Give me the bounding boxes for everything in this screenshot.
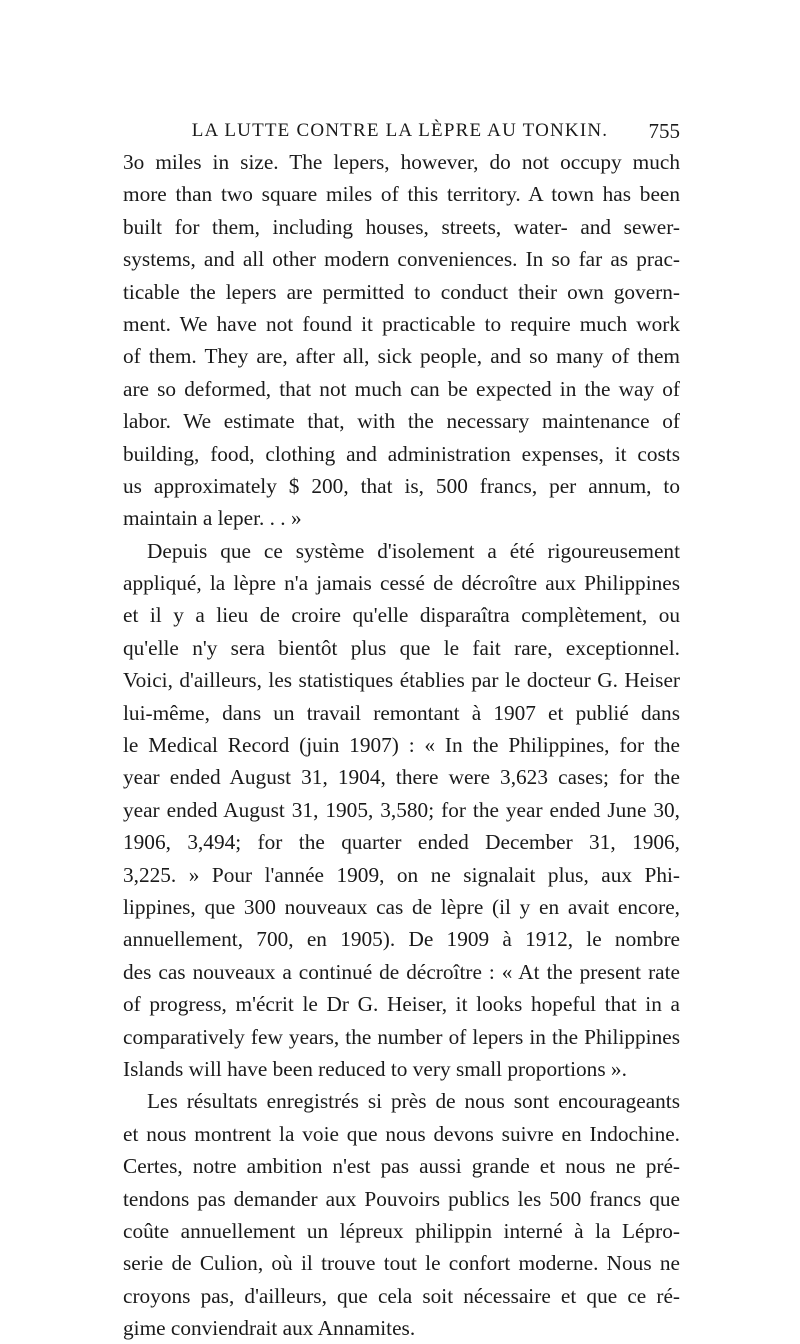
- text-line: lui-même, dans un travail remontant à 1907 et publié dans: [123, 700, 680, 725]
- text-line: annuellement, 700, en 1905). De 1909 à 1912, le nombre: [123, 927, 680, 952]
- text-line: serie de Culion, où il trouve tout le confort moderne. Nous ne: [123, 1251, 680, 1276]
- text-line: Certes, notre ambition n'est pas aussi grande et nous ne pré-: [123, 1154, 680, 1179]
- page-number: 755: [648, 119, 680, 143]
- text-line: year ended August 31, 1905, 3,580; for the year ended June 30,: [123, 797, 680, 822]
- text-line: 1906, 3,494; for the quarter ended December 31, 1906,: [123, 830, 680, 855]
- text-line: et nous montrent la voie que nous devons suivre en Indochine.: [123, 1121, 680, 1146]
- text-line: le Medical Record (juin 1907) : « In the Philippines, for the: [123, 733, 680, 758]
- text-line: maintain a leper. . . »: [123, 506, 302, 531]
- text-line: coûte annuellement un lépreux philippin interné à la Lépro-: [123, 1218, 680, 1243]
- text-line: systems, and all other modern conveniences. In so far as prac-: [123, 247, 680, 272]
- text-line: are so deformed, that not much can be expected in the way of: [123, 376, 680, 401]
- text-line: Islands will have been reduced to very small proportions ».: [123, 1056, 627, 1081]
- text-line: of them. They are, after all, sick people, and so many of them: [123, 344, 680, 369]
- text-line: built for them, including houses, streets, water- and sewer-: [123, 214, 680, 239]
- text-line: lippines, que 300 nouveaux cas de lèpre (il y en avait encore,: [123, 894, 680, 919]
- text-line: des cas nouveaux a continué de décroître : « At the present rate: [123, 959, 680, 984]
- text-line: appliqué, la lèpre n'a jamais cessé de décroître aux Philippines: [123, 571, 680, 596]
- text-line: Depuis que ce système d'isolement a été rigoureusement: [147, 538, 680, 563]
- running-title: LA LUTTE CONTRE LA LÈPRE AU TONKIN.: [191, 120, 609, 141]
- text-line: 3o miles in size. The lepers, however, do not occupy much: [123, 150, 680, 174]
- text-line: us approximately $ 200, that is, 500 francs, per annum, to: [123, 473, 680, 498]
- text-line: ticable the lepers are permitted to conduct their own govern-: [123, 279, 680, 304]
- text-line: et il y a lieu de croire qu'elle disparaîtra complètement, ou: [123, 603, 680, 628]
- text-line: of progress, m'écrit le Dr G. Heiser, it looks hopeful that in a: [123, 992, 680, 1017]
- text-line: ment. We have not found it practicable to require much work: [123, 311, 680, 336]
- body-text: [123, 146, 680, 1344]
- text-line: gime conviendrait aux Annamites.: [123, 1316, 416, 1341]
- text-line: comparatively few years, the number of lepers in the Philippines: [123, 1024, 680, 1049]
- text-line: building, food, clothing and administration expenses, it costs: [123, 441, 680, 466]
- running-head: [120, 116, 680, 146]
- text-line: tendons pas demander aux Pouvoirs publics les 500 francs que: [123, 1186, 680, 1211]
- text-line: 3,225. » Pour l'année 1909, on ne signalait plus, aux Phi-: [123, 862, 680, 887]
- text-line: year ended August 31, 1904, there were 3,623 cases; for the: [123, 765, 680, 790]
- text-line: qu'elle n'y sera bientôt plus que le fait rare, exceptionnel.: [123, 635, 680, 660]
- text-line: more than two square miles of this territory. A town has been: [123, 182, 680, 207]
- text-line: croyons pas, d'ailleurs, que cela soit nécessaire et que ce ré-: [123, 1283, 680, 1308]
- text-line: Voici, d'ailleurs, les statistiques établies par le docteur G. Heiser: [123, 668, 680, 693]
- text-line: Les résultats enregistrés si près de nous sont encourageants: [147, 1089, 680, 1114]
- text-line: labor. We estimate that, with the necessary maintenance of: [123, 409, 680, 434]
